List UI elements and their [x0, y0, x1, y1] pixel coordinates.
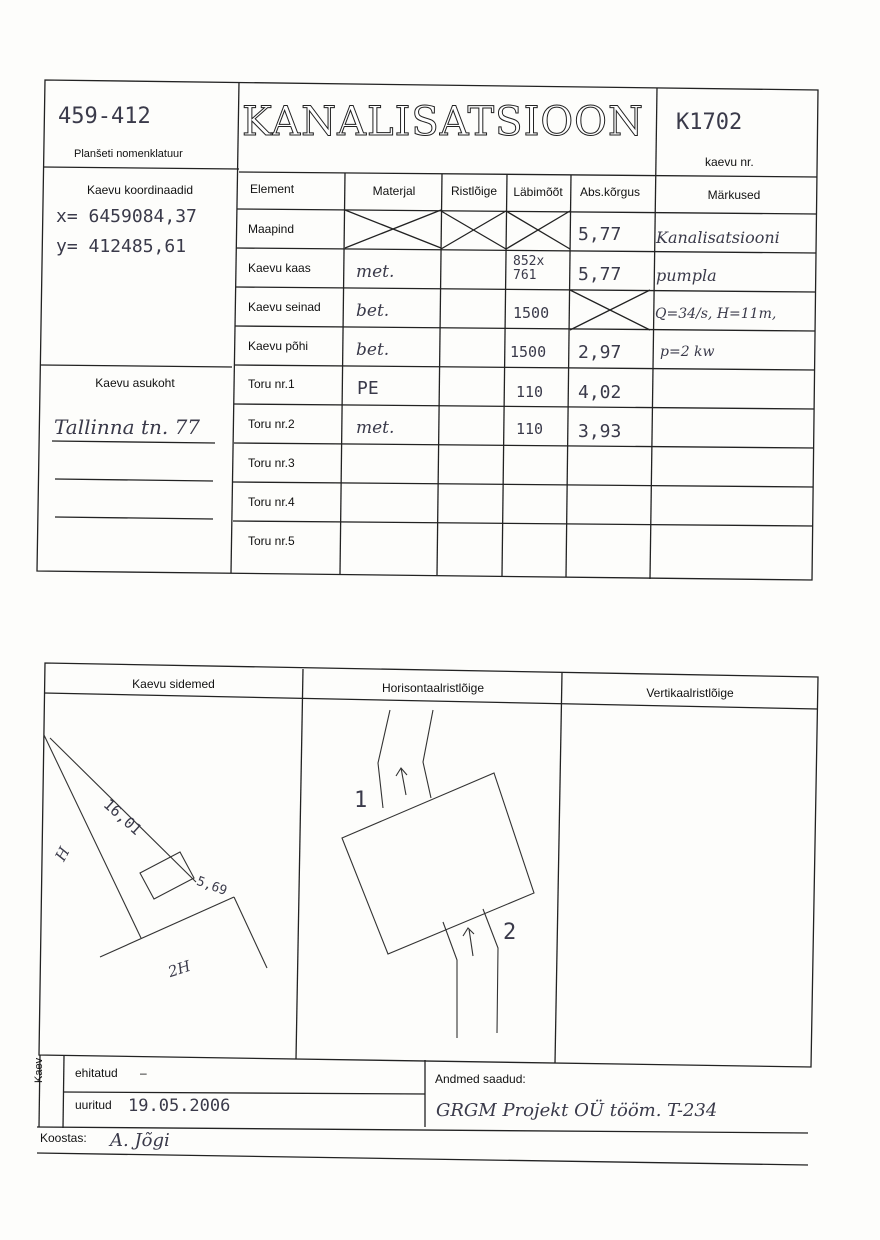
- row-diameter-3: 1500: [510, 343, 547, 361]
- location-label: Kaevu asukoht: [95, 376, 175, 390]
- nomenclature-value: 459-412: [58, 104, 151, 129]
- row-element-0: Maapind: [248, 222, 295, 236]
- row-note-0: Kanalisatsiooni: [656, 228, 780, 247]
- destroyed-value: –: [140, 1066, 147, 1080]
- row-note-2: Q=34/s, H=11m,: [655, 306, 777, 322]
- row-abs-5: 3,93: [578, 421, 622, 442]
- row-abs-1: 5,77: [578, 264, 622, 285]
- row-material-3: bet.: [356, 340, 390, 360]
- row-element-8: Toru nr.5: [248, 534, 295, 548]
- row-material-4: PE: [357, 378, 379, 399]
- sketch-building-2: 2H: [165, 956, 193, 982]
- well-number-value: K1702: [676, 110, 743, 135]
- row-element-2: Kaevu seinad: [248, 300, 321, 314]
- coord-x: x= 6459084,37: [56, 206, 197, 227]
- compiled-label: Koostas:: [40, 1131, 87, 1145]
- horizontal-sketch: [342, 710, 534, 1038]
- sketch-pipe-1: 1: [354, 788, 368, 813]
- well-number-label: kaevu nr.: [705, 155, 754, 169]
- row-material-1: met.: [356, 262, 395, 282]
- sketch-building-1: H: [51, 843, 74, 865]
- coord-y: y= 412485,61: [56, 236, 187, 257]
- header-cross-section: Ristlõige: [450, 184, 498, 198]
- header-notes: Märkused: [707, 188, 761, 202]
- sketch-pipe-2: 2: [503, 920, 517, 945]
- sketch-distance-2: 5,69: [194, 874, 229, 899]
- row-abs-4: 4,02: [578, 382, 622, 403]
- compiled-value: A. Jõgi: [110, 1130, 170, 1151]
- destroyed-label: ehitatud: [75, 1066, 118, 1080]
- row-diameter-5: 110: [516, 420, 544, 438]
- header-diameter: Läbimõõt: [513, 185, 563, 199]
- nomenclature-label: Planšeti nomenklatuur: [74, 148, 183, 160]
- row-element-1: Kaevu kaas: [248, 261, 311, 275]
- row-diameter-4: 110: [516, 383, 544, 401]
- row-element-6: Toru nr.3: [248, 456, 295, 470]
- row-material-2: bet.: [356, 301, 390, 321]
- section-horizontal-title: Horisontaalristlõige: [381, 681, 485, 695]
- source-label: Andmed saadud:: [435, 1072, 526, 1086]
- row-note-1: pumpla: [656, 266, 717, 285]
- footer-side-label: Kaev: [33, 1057, 45, 1083]
- header-abs-height: Abs.kõrgus: [579, 185, 641, 199]
- row-element-3: Kaevu põhi: [248, 339, 309, 353]
- row-diameter-2: 1500: [513, 304, 550, 322]
- surveyed-date: 19.05.2006: [128, 1096, 231, 1116]
- coords-label: Kaevu koordinaadid: [86, 183, 194, 197]
- surveyed-label: uuritud: [75, 1098, 112, 1112]
- section-vertical-title: Vertikaalristlõige: [646, 686, 734, 700]
- row-diameter-1: 852x 761: [513, 254, 545, 283]
- row-note-3: p=2 kw: [660, 344, 715, 360]
- form-title: KANALISATSIOON: [242, 99, 644, 145]
- sketch-distance-1: 16,01: [99, 795, 146, 839]
- row-abs-3: 2,97: [578, 342, 622, 363]
- source-value: GRGM Projekt OÜ tööm. T-234: [436, 1100, 718, 1121]
- section-links-title: Kaevu sidemed: [132, 677, 215, 691]
- location-value: Tallinna tn. 77: [54, 415, 201, 439]
- links-sketch: [44, 735, 267, 968]
- header-element: Element: [250, 182, 295, 196]
- row-element-4: Toru nr.1: [248, 377, 295, 391]
- row-material-5: met.: [356, 418, 395, 438]
- row-abs-0: 5,77: [578, 224, 622, 245]
- header-material: Materjal: [372, 184, 416, 198]
- row-element-7: Toru nr.4: [248, 495, 295, 509]
- row-element-5: Toru nr.2: [248, 417, 295, 431]
